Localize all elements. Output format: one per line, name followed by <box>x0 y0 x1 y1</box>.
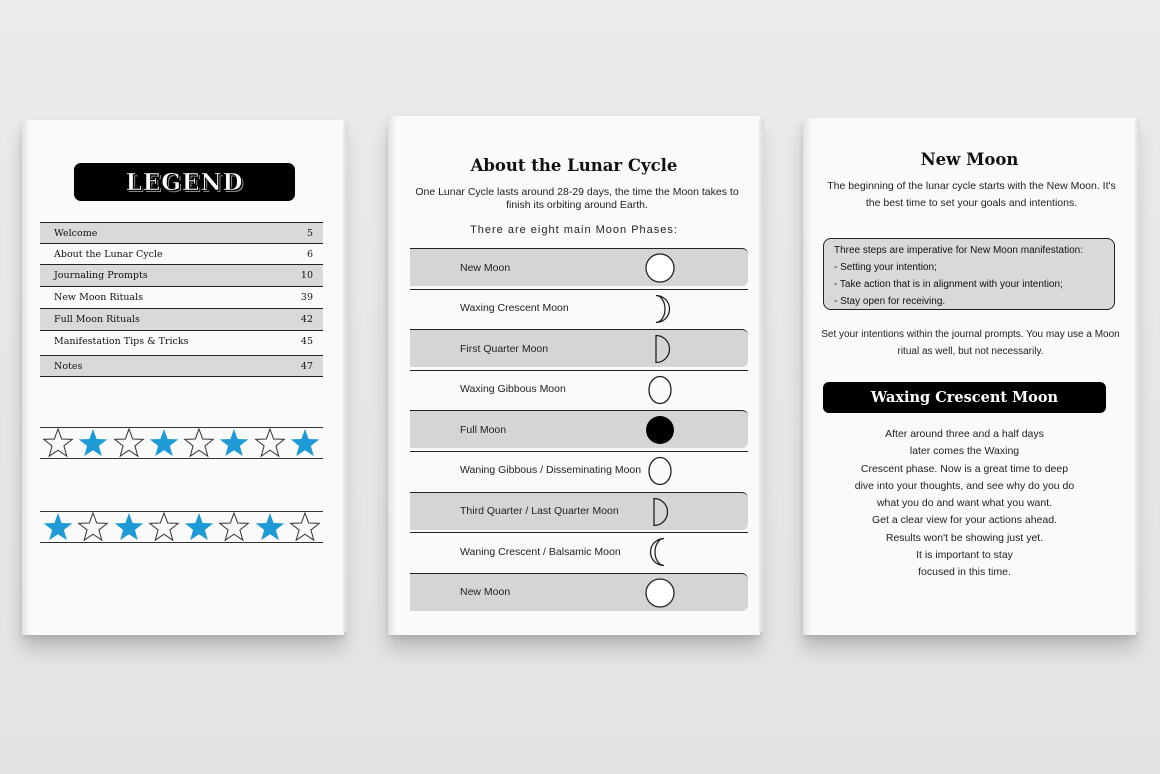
toc-page: 5 <box>306 227 313 239</box>
toc-label: Full Moon Rituals <box>54 314 140 325</box>
phases-subtitle: There are eight main Moon Phases: <box>470 224 678 236</box>
third-quarter-icon <box>644 497 676 527</box>
step-item: - Take action that is in alignment with your intention; <box>834 279 1063 290</box>
outline-star-icon <box>77 511 109 543</box>
moon-phase-label: New Moon <box>460 586 511 599</box>
toc-label: Manifestation Tips & Tricks <box>54 336 189 347</box>
filled-star-icon <box>183 511 215 543</box>
outline-star-icon <box>254 427 286 459</box>
page-title: About the Lunar Cycle <box>470 156 678 175</box>
legend-book <box>22 120 344 635</box>
filled-star-icon <box>148 427 180 459</box>
outline-star-icon <box>42 427 74 459</box>
body-line: dive into your thoughts, and see why do you do <box>854 479 1075 492</box>
moon-phase-row <box>410 370 748 408</box>
new-moon-icon <box>644 578 676 608</box>
toc-row <box>40 286 323 308</box>
body-line: Results won't be showing just yet. <box>885 531 1044 544</box>
star-rating-row <box>40 511 323 543</box>
section-banner-title: Waxing Crescent Moon <box>870 389 1059 406</box>
first-quarter-icon <box>644 334 676 364</box>
moon-phase-row <box>410 410 748 448</box>
body-line: Get a clear view for your actions ahead. <box>871 514 1057 527</box>
body-line: After around three and a half days <box>885 428 1044 440</box>
toc-row <box>40 264 323 286</box>
body-line: focused in this time. <box>918 566 1011 579</box>
section-banner <box>823 382 1106 413</box>
waning-crescent-icon <box>644 537 676 567</box>
steps-heading: Three steps are imperative for New Moon manifestation: <box>834 245 1083 256</box>
filled-star-icon <box>77 427 109 459</box>
toc-row <box>40 355 323 377</box>
outline-star-icon <box>289 511 321 543</box>
lunar-cycle-book <box>388 116 760 635</box>
filled-star-icon <box>113 511 145 543</box>
toc-page: 47 <box>300 360 313 372</box>
waxing-gibbous-icon <box>644 375 676 405</box>
section-body <box>823 426 1106 582</box>
outline-star-icon <box>113 427 145 459</box>
steps-box <box>823 238 1115 310</box>
new-moon-icon <box>644 253 676 283</box>
outline-star-icon <box>183 427 215 459</box>
moon-phase-label: Waxing Crescent Moon <box>460 302 569 315</box>
toc-page: 6 <box>306 248 313 260</box>
star-rating-row <box>40 427 323 459</box>
moon-phase-row <box>410 451 748 489</box>
moon-phase-row <box>410 289 748 327</box>
toc-label: About the Lunar Cycle <box>54 248 163 260</box>
toc-label: Journaling Prompts <box>54 270 148 281</box>
toc-page: 10 <box>300 270 313 281</box>
toc-row <box>40 330 323 352</box>
table-of-contents <box>40 222 323 377</box>
intro-text: One Lunar Cycle lasts around 28-29 days, the time the Moon takes to finish its orbiting around Earth. <box>415 186 739 211</box>
step-item: - Stay open for receiving. <box>834 296 946 307</box>
body-line: It is important to stay <box>916 549 1013 562</box>
filled-star-icon <box>254 511 286 543</box>
toc-row <box>40 243 323 264</box>
toc-label: New Moon Rituals <box>54 292 144 303</box>
moon-phase-row <box>410 573 748 611</box>
toc-page: 39 <box>300 292 313 303</box>
moon-phase-row <box>410 532 748 570</box>
filled-star-icon <box>42 511 74 543</box>
waxing-crescent-icon <box>644 294 676 324</box>
toc-page: 42 <box>300 314 313 325</box>
legend-banner <box>74 163 295 201</box>
legend-banner-title: LEGEND <box>125 168 244 196</box>
moon-phase-label: New Moon <box>460 261 511 274</box>
full-moon-icon <box>644 415 676 445</box>
moon-phase-list <box>410 248 748 613</box>
body-line: Crescent phase. Now is a great time to deep <box>860 462 1069 475</box>
body-line: what you do and want what you want. <box>876 497 1053 510</box>
moon-phase-row <box>410 248 748 286</box>
moon-phase-label: Waning Gibbous / Disseminating Moon <box>460 464 642 477</box>
outline-star-icon <box>218 511 250 543</box>
toc-row <box>40 222 323 243</box>
waning-gibbous-icon <box>644 456 676 486</box>
moon-phase-label: First Quarter Moon <box>460 342 549 355</box>
body-line: later comes the Waxing <box>909 445 1020 458</box>
toc-page: 45 <box>300 336 313 347</box>
filled-star-icon <box>218 427 250 459</box>
step-item: - Setting your intention; <box>834 262 937 273</box>
new-moon-book <box>803 118 1136 635</box>
filled-star-icon <box>289 427 321 459</box>
moon-phase-label: Full Moon <box>460 423 507 436</box>
moon-phase-label: Waxing Gibbous Moon <box>460 383 566 396</box>
moon-phase-row <box>410 329 748 367</box>
intro-text: The beginning of the lunar cycle starts with the New Moon. It's the best time to set your goals and intentions. <box>827 180 1116 209</box>
moon-phase-row <box>410 492 748 530</box>
page-title: New Moon <box>920 150 1019 169</box>
toc-label: Welcome <box>54 227 98 239</box>
moon-phase-label: Waning Crescent / Balsamic Moon <box>460 545 621 558</box>
outline-star-icon <box>148 511 180 543</box>
toc-row <box>40 308 323 330</box>
after-box-text: Set your intentions within the journal prompts. You may use a Moon ritual as well, but not necessarily. <box>821 329 1120 357</box>
moon-phase-label: Third Quarter / Last Quarter Moon <box>460 505 619 518</box>
toc-label: Notes <box>54 360 83 372</box>
